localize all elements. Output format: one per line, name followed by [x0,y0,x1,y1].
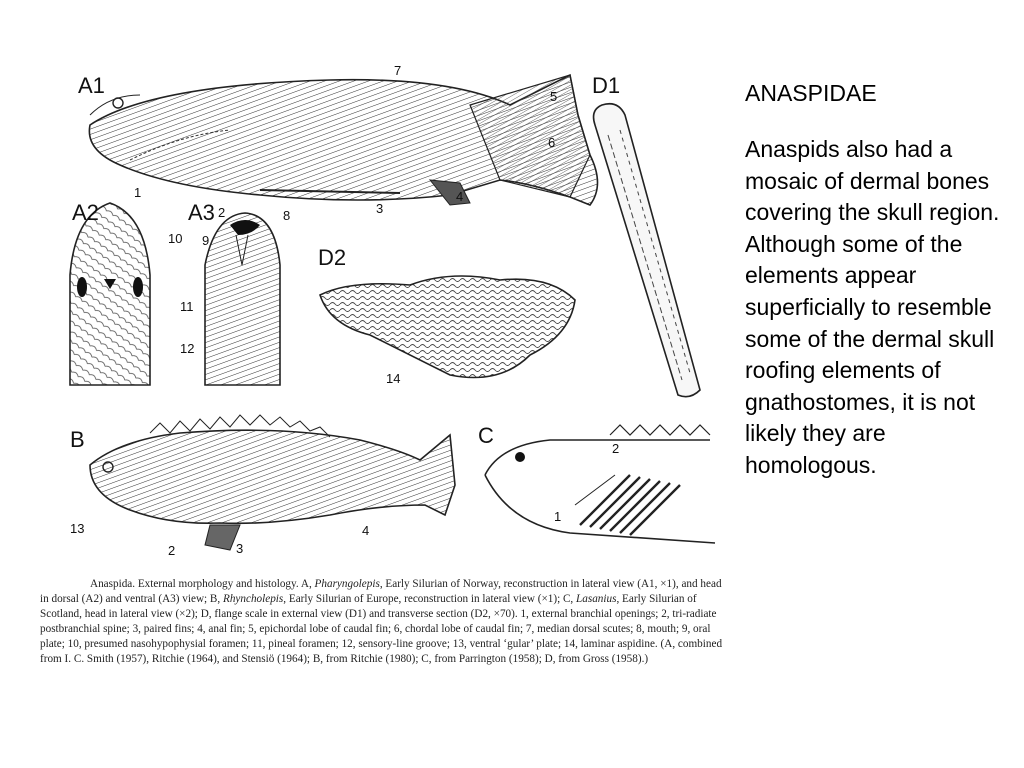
rhyncholepis-lateral-drawing [90,415,455,550]
label-8: 8 [283,208,291,223]
slide-body-text: Anaspids also had a mosaic of dermal bones covering the skull region. Although some of the elements appear superficially to resemble some of the dermal skull roofing elements of gnathostomes, it is not likely they are homologous. [745,136,1000,478]
label-7: 7 [394,63,402,78]
label-1-c: 1 [554,509,562,524]
label-12: 12 [180,341,195,356]
caption-text-2: , Early Silurian of Norway, reconstruction in lateral view (A1, ×1), and head in dorsal (A2) and ventral (A3) view; B, [40,578,722,605]
figure-drawings [30,55,730,575]
label-13: 13 [70,521,85,536]
figure-caption [40,577,730,667]
slide-text-column [745,78,1017,482]
panel-label-a3: A3 [188,200,215,225]
pharyngolepis-lateral-drawing [89,75,597,205]
label-9: 9 [202,233,210,248]
caption-text-3: , Early Silurian of Europe, reconstruction in lateral view (×1); C, [283,593,577,605]
panel-label-d2: D2 [318,245,347,270]
anaspida-figure [30,55,730,745]
head-dorsal-drawing [70,203,150,385]
label-5: 5 [550,89,558,104]
flange-scale-drawing [594,104,700,397]
caption-text-4: , Early Silurian of Scotland, head in lateral view (×2); D, flange scale in external view (D1) and transverse section (D2, ×70). 1, external branchial openings; 2, tri-radiate postbranchial spine; 3, paired fins; 4, anal fin; 5, epichordal lobe of caudal fin; 6, chordal lobe of caudal fin; 7, median dorsal scutes; 8, mouth; 9, oral plate; 10, presumed nasohypophysial foramen; 11, pineal foramen; 12, sensory-line groove; 13, ventral ‘gular’ plate; 14, laminar aspidine. (A, combined from I. C. Smith (1957), Ritchie (1964), and Stensiö (1964); B, from Ritchie (1980); C, from Parrington (1958); D, from Gross (1958).) [40,593,723,665]
label-3-b: 3 [236,541,244,556]
panel-label-b: B [70,427,85,452]
label-2-b: 2 [168,543,176,558]
label-2: 2 [218,205,226,220]
label-10: 10 [168,231,183,246]
panel-label-c: C [478,423,494,448]
label-2-c: 2 [612,441,620,456]
label-6: 6 [548,135,556,150]
label-3: 3 [376,201,384,216]
label-4-b: 4 [362,523,370,538]
panel-label-a2: A2 [72,200,99,225]
label-4: 4 [456,189,464,204]
caption-genus-1: Pharyngolepis [314,578,380,590]
lasanius-head-drawing [485,425,715,543]
panel-label-d1: D1 [592,73,621,98]
label-14: 14 [386,371,401,386]
label-11: 11 [180,299,194,314]
caption-text-1: Anaspida. External morphology and histology. A, [90,578,315,590]
slide-heading: ANASPIDAE [745,80,877,106]
laminar-section-drawing [320,276,575,378]
caption-genus-2: Rhyncholepis [223,593,284,605]
head-ventral-drawing [205,213,280,385]
caption-genus-3: Lasanius [576,593,617,605]
label-1: 1 [134,185,142,200]
panel-label-a1: A1 [78,73,105,98]
